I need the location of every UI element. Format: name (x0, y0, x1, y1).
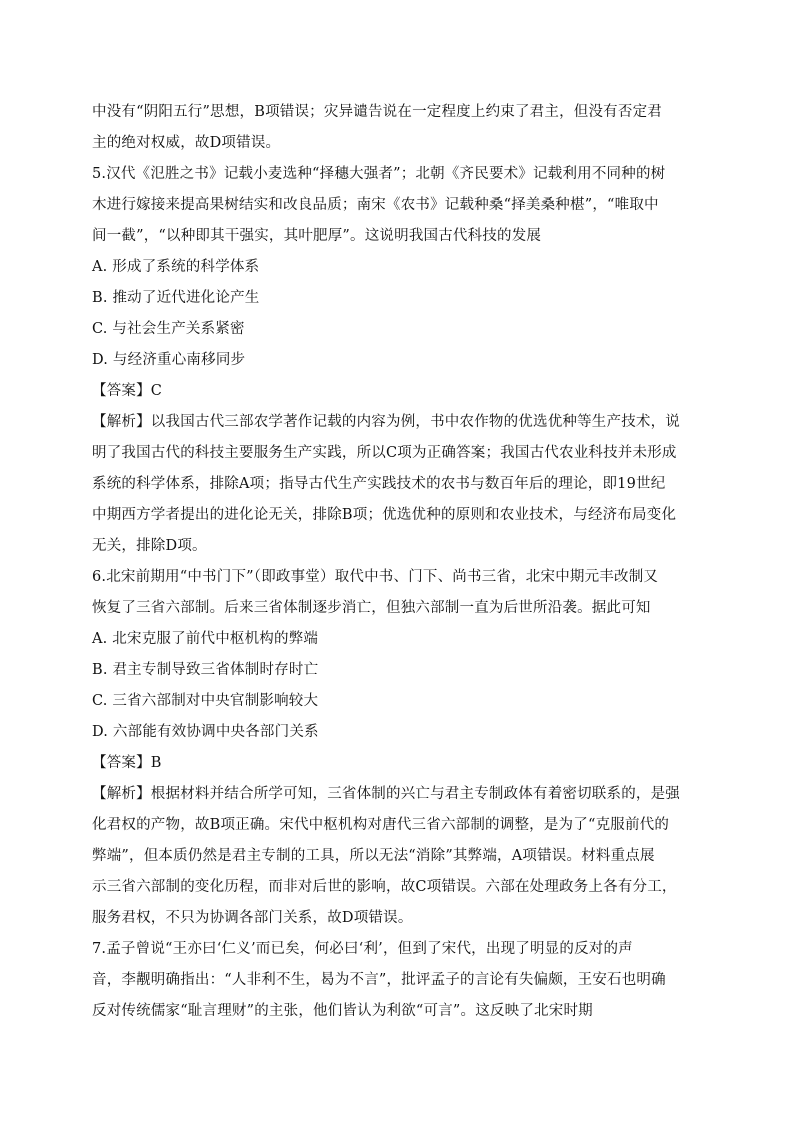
option-b: B. 推动了近代进化论产生 (92, 290, 260, 306)
question-6-stem: 6.北宋前期用“中书门下”（即政事堂）取代中书、门下、尚书三省，北宋中期元丰改制又 (92, 569, 659, 585)
option-c: C. 三省六部制对中央官制影响较大 (92, 693, 319, 709)
text-line: 中没有“阴阳五行”思想，B项错误；灾异谴告说在一定程度上约束了君主，但没有否定君 (92, 104, 662, 120)
text-line: 恢复了三省六部制。后来三省体制逐步消亡，但独六部制一直为后世所沿袭。据此可知 (92, 600, 651, 616)
analysis-line: 【解析】根据材料并结合所学可知，三省体制的兴亡与君主专制政体有着密切联系的，是强 (92, 786, 680, 802)
option-c: C. 与社会生产关系紧密 (92, 321, 245, 337)
option-d: D. 与经济重心南移同步 (92, 352, 246, 368)
analysis-line: 化君权的产物，故B项正确。宋代中枢机构对唐代三省六部制的调整，是为了“克服前代的 (92, 817, 670, 833)
option-a: A. 形成了系统的科学体系 (92, 259, 260, 275)
analysis-line: 明了我国古代的科技主要服务生产实践，所以C项为正确答案；我国古代农业科技并未形成 (92, 445, 677, 461)
analysis-line: 中期西方学者提出的进化论无关，排除B项；优选优种的原则和农业技术，与经济布局变化 (92, 507, 677, 523)
text-line: 间一截”，“以种即其干强实，其叶肥厚”。这说明我国古代科技的发展 (92, 228, 542, 244)
analysis-line: 无关，排除D项。 (92, 538, 207, 554)
answer-label: 【答案】C (92, 383, 163, 399)
text-line: 音，李觏明确指出：“人非利不生，曷为不言”，批评孟子的言论有失偏颇，王安石也明确 (92, 972, 666, 988)
option-b: B. 君主专制导致三省体制时存时亡 (92, 662, 319, 678)
option-a: A. 北宋克服了前代中枢机构的弊端 (92, 631, 319, 647)
question-7-stem: 7.孟子曾说“王亦曰‘仁义’而已矣，何必曰‘利’，但到了宋代，出现了明显的反对的声 (92, 941, 633, 957)
text-line: 木进行嫁接来提高果树结实和改良品质；南宋《农书》记载种桑“择美桑种椹”，“唯取中 (92, 197, 659, 213)
analysis-line: 【解析】以我国古代三部农学著作记载的内容为例，书中农作物的优选优种等生产技术，说 (92, 414, 680, 430)
answer-label: 【答案】B (92, 755, 162, 771)
analysis-line: 系统的科学体系，排除A项；指导古代生产实践技术的农书与数百年后的理论，即19世纪 (92, 476, 666, 492)
analysis-line: 弊端”，但本质仍然是君主专制的工具，所以无法“消除”其弊端，A项错误。材料重点展 (92, 848, 655, 864)
question-5-stem: 5.汉代《氾胜之书》记载小麦选种“择穗大强者”；北朝《齐民要术》记载利用不同种的树 (92, 166, 666, 182)
analysis-line: 服务君权，不只为协调各部门关系，故D项错误。 (92, 910, 413, 926)
text-line: 反对传统儒家“耻言理财”的主张，他们皆认为利欲“可言”。这反映了北宋时期 (92, 1003, 593, 1019)
analysis-line: 示三省六部制的变化历程，而非对后世的影响，故C项错误。六部在处理政务上各有分工， (92, 879, 677, 895)
option-d: D. 六部能有效协调中央各部门关系 (92, 724, 319, 740)
text-line: 主的绝对权威，故D项错误。 (92, 135, 281, 151)
